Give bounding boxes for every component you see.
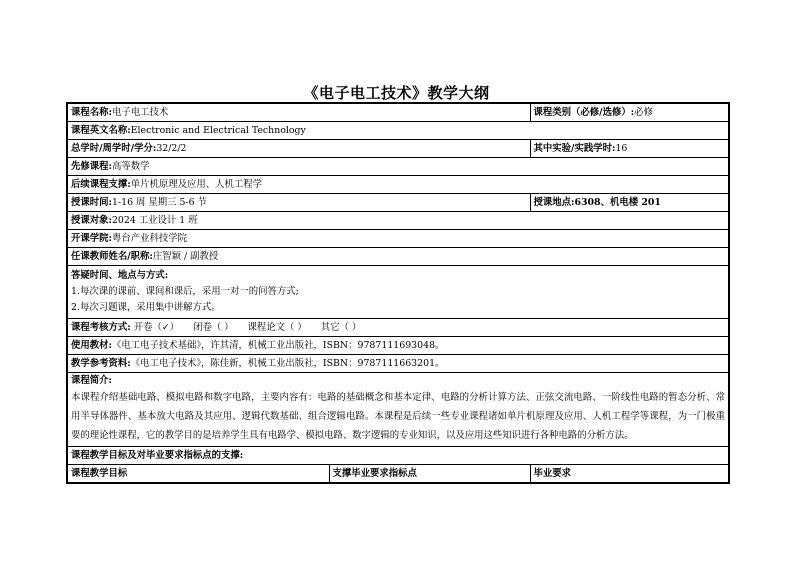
row-hours [67, 140, 729, 158]
row-goals-columns [67, 465, 729, 484]
textbook-cell [67, 337, 729, 355]
row-reference [67, 355, 729, 373]
course-type-value: 必修 [634, 106, 653, 118]
course-type-cell [530, 103, 729, 122]
syllabus-table [66, 102, 730, 484]
qa-label: 答疑时间、地点与方式: [71, 270, 169, 281]
textbook-label: 使用教材: [71, 339, 112, 351]
exam-closed-label: 闭卷（ ） [193, 321, 234, 333]
goals-header-label: 课程教学目标及对毕业要求指标点的支撑: [71, 449, 244, 461]
course-name-value: 电子电工技术 [111, 106, 169, 118]
reference-label: 教学参考资料: [71, 357, 131, 369]
row-followup [67, 176, 729, 194]
audience-cell [67, 212, 729, 230]
reference-cell [67, 355, 729, 373]
goals-col-objective: 课程教学目标 [67, 465, 329, 484]
college-value: 粤台产业科技学院 [111, 232, 187, 244]
teacher-label: 任课教师姓名/职称: [71, 250, 153, 262]
qa-line-1: 1.每次课的课前、课间和课后，采用一对一的问答方式; [71, 286, 299, 297]
english-name-value: Electronic and Electrical Technology [130, 124, 306, 136]
followup-value: 单片机原理及应用、人机工程学 [130, 178, 262, 190]
teach-time-value: 1-16 周 星期三 5-6 节 [111, 196, 207, 208]
lab-hours-cell [530, 140, 729, 158]
followup-label: 后续课程支撑: [71, 178, 131, 190]
exam-cell [67, 319, 729, 337]
prereq-value: 高等数学 [111, 160, 150, 172]
goals-col-requirement: 毕业要求 [530, 465, 729, 484]
teacher-value: 庄智颖 / 副教授 [152, 250, 219, 262]
intro-cell [67, 373, 729, 447]
followup-cell [67, 176, 729, 194]
teach-time-label: 授课时间: [71, 196, 112, 208]
exam-other-label: 其它（ ） [320, 321, 362, 333]
teach-place-label: 授课地点: [533, 196, 575, 208]
college-cell [67, 230, 729, 248]
course-name-label: 课程名称: [71, 106, 112, 118]
intro-text: 本课程介绍基础电路、模拟电路和数字电路，主要内容有：电路的基础概念和基本定律、电路的分析计算方法、正弦交流电路、一阶线性电路的暂态分析、常用半导体器件、基本放大电路及其应用、逻辑代数基础、组合逻辑电路。本课程是后续一些专业课程诸如单片机原理及应用、人机工程学等课程，为一门极重要的理论性课程，它的教学目的是培养学生具有电路学、模拟电路、数字逻辑的专业知识，以及应用这些知识进行各种电路的分析方法。 [71, 392, 726, 441]
qa-cell [67, 266, 729, 319]
prereq-label: 先修课程: [71, 160, 112, 172]
lab-hours-label: 其中实验/实践学时: [533, 142, 616, 154]
row-qa [67, 266, 729, 319]
row-exam [67, 319, 729, 337]
audience-value: 2024 工业设计 1 班 [111, 214, 198, 226]
teacher-cell [67, 248, 729, 266]
course-name-cell [67, 103, 530, 122]
goals-col-indicator: 支撑毕业要求指标点 [329, 465, 530, 484]
row-prereq [67, 158, 729, 176]
intro-label: 课程简介: [71, 375, 112, 386]
reference-value: 《电工电子技术》，陈佳新，机械工业出版社，ISBN：9787111663201。 [130, 357, 445, 369]
english-name-cell [67, 122, 729, 140]
exam-paper-label: 课程论文（ ） [247, 321, 307, 333]
row-audience [67, 212, 729, 230]
row-textbook [67, 337, 729, 355]
row-college [67, 230, 729, 248]
textbook-value: 《电工电子技术基础》，许其清，机械工业出版社，ISBN：9787111693048。 [111, 339, 445, 351]
exam-open-close: ） [169, 321, 180, 333]
exam-open-label: 开卷（ [133, 321, 162, 333]
row-goals-header [67, 447, 729, 465]
teach-place-value: 6308、机电楼 201 [574, 196, 661, 208]
course-type-label: 课程类别（必修/选修）: [533, 106, 635, 118]
qa-line-2: 2.每次习题课，采用集中讲解方式。 [71, 302, 221, 313]
english-name-label: 课程英文名称: [71, 124, 131, 136]
row-teach-time [67, 194, 729, 212]
college-label: 开课学院: [71, 232, 112, 244]
teach-time-cell [67, 194, 530, 212]
row-course-name [67, 103, 729, 122]
row-intro [67, 373, 729, 447]
hours-value: 32/2/2 [156, 142, 187, 154]
lab-hours-value: 16 [615, 142, 628, 154]
row-teacher [67, 248, 729, 266]
row-english-name [67, 122, 729, 140]
document-title: 《电子电工技术》教学大纲 [303, 84, 490, 102]
teach-place-cell [530, 194, 729, 212]
exam-label: 课程考核方式: [71, 321, 131, 333]
audience-label: 授课对象: [71, 214, 112, 226]
prereq-cell [67, 158, 729, 176]
checkmark-icon: ✓ [161, 321, 170, 333]
hours-label: 总学时/周学时/学分: [71, 142, 157, 154]
hours-cell [67, 140, 530, 158]
goals-header-cell [67, 447, 729, 465]
